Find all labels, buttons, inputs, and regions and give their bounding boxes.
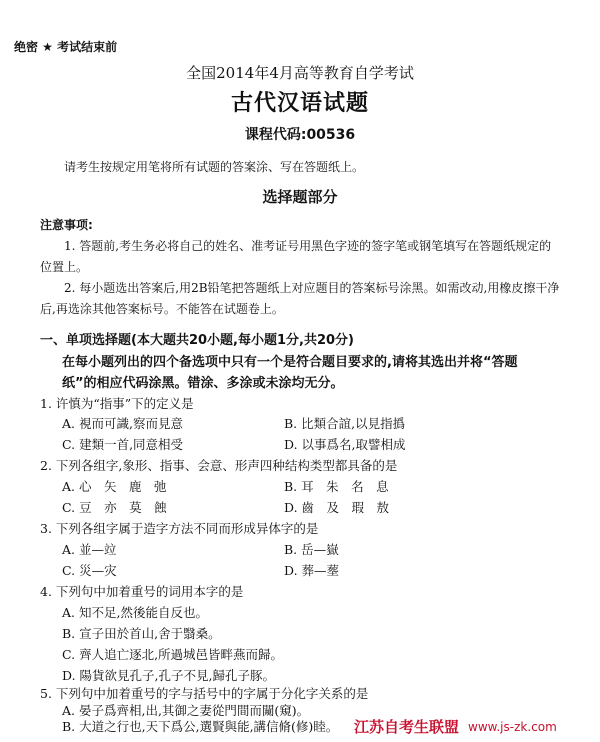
option-d: D. 齒 及 瑕 敖 [284, 500, 390, 515]
option-a: A. 知不足,然後能自反也。 [62, 605, 208, 620]
option-a: A. 晏子爲齊相,出,其御之妻從門間而闚(窺)。 [62, 703, 310, 718]
answer-instruction: 请考生按规定用笔将所有试题的答案涂、写在答题纸上。 [64, 160, 365, 174]
note-item: 2. 每小题选出答案后,用2B铅笔把答题纸上对应题目的答案标号涂黑。如需改动,用橡皮擦干净后,再选涂其他答案标号。不能答在试题卷上。 [40, 281, 560, 316]
course-code: 课程代码:00536 [244, 127, 356, 143]
page-title: 古代汉语试题 [230, 91, 369, 116]
option-c: C. 災—灾 [62, 563, 117, 578]
option-d: D. 以事爲名,取譬相成 [284, 437, 406, 452]
watermark-url[interactable]: www.js-zk.com [468, 720, 557, 734]
option-b: B. 比類合誼,以見指撝 [284, 416, 406, 431]
question-2-stem: 2. 下列各组字,象形、指事、会意、形声四种结构类型都具备的是 [40, 458, 398, 473]
section-description: 在每小题列出的四个备选项中只有一个是符合题目要求的,请将其选出并将“答题纸”的相应代码涂黑。错涂、多涂或未涂均无分。 [62, 355, 518, 391]
option-d: D. 陽貨欲見孔子,孔子不見,歸孔子豚。 [62, 668, 275, 683]
notes-heading: 注意事项: [40, 218, 93, 232]
question-5-stem: 5. 下列句中加着重号的字与括号中的字属于分化字关系的是 [40, 686, 369, 701]
option-b: B. 大道之行也,天下爲公,選賢與能,講信脩(修)睦。 [62, 719, 339, 734]
option-b: B. 宣子田於首山,舍于翳桑。 [62, 626, 221, 641]
part-heading: 选择题部分 [262, 188, 338, 206]
option-c: C. 建類一首,同意相受 [62, 437, 184, 452]
question-4-stem: 4. 下列句中加着重号的词用本字的是 [40, 584, 244, 599]
watermark-name: 江苏自考生联盟 [354, 718, 460, 736]
option-a: A. 並—竝 [62, 542, 117, 557]
exam-name: 全国2014年4月高等教育自学考试 [186, 64, 414, 82]
question-1-stem: 1. 许慎为“指事”下的定义是 [40, 396, 194, 411]
option-b: B. 岳—嶽 [284, 542, 339, 557]
question-3-stem: 3. 下列各组字属于造字方法不同而形成异体字的是 [40, 521, 319, 536]
option-c: C. 豆 亦 莫 蝕 [62, 500, 167, 515]
option-a: A. 心 矢 鹿 弛 [62, 479, 167, 494]
option-b: B. 耳 朱 名 息 [284, 479, 389, 494]
option-a: A. 視而可識,察而見意 [62, 416, 183, 431]
note-item: 1. 答题前,考生务必将自己的姓名、准考证号用黑色字迹的签字笔或钢笔填写在答题纸规定的位置上。 [40, 239, 552, 274]
section-heading: 一、单项选择题(本大题共20小题,每小题1分,共20分) [40, 333, 354, 348]
option-d: D. 葬—塟 [284, 563, 340, 578]
confidential-label: 绝密 ★ 考试结束前 [14, 40, 118, 54]
option-c: C. 齊人追亡逐北,所過城邑皆畔燕而歸。 [62, 647, 284, 662]
